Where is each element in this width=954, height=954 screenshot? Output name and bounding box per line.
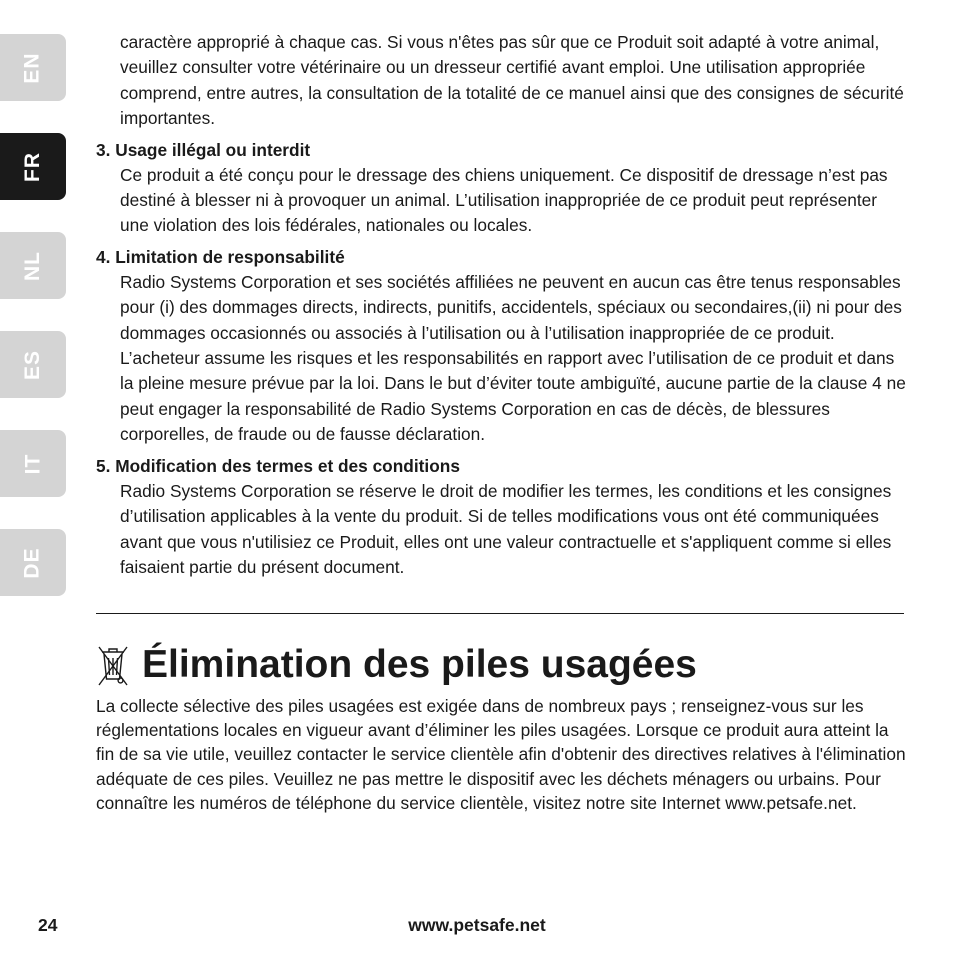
language-tabs <box>0 0 66 954</box>
disposal-section <box>96 694 908 815</box>
section-body-terms: Radio Systems Corporation se réserve le droit de modifier les termes, les conditions et les consignes d’utilisation applicables à la vente du produit. Si de telles modifications vous ont été communiquées avant que vous n'utilisiez ce Produit, elles ont une valeur contractuelle et s'appliquent comme si elles faisaient partie du présent document. <box>120 480 892 577</box>
tab-nl[interactable] <box>0 232 66 299</box>
intro-paragraph: caractère approprié à chaque cas. Si vous n'êtes pas sûr que ce Produit soit adapté à votre animal, veuillez consulter votre vétérinaire ou un dresseur certifié avant emploi. Une utilisation appropriée comprend, entre autres, la consultation de la totalité de ce manuel ainsi que des consignes de sécurité importantes. <box>120 32 904 129</box>
tab-de[interactable] <box>0 529 66 596</box>
section-heading-liability: 4. Limitation de responsabilité <box>96 246 345 267</box>
section-divider <box>96 613 904 614</box>
section-body-illegal-use: Ce produit a été conçu pour le dressage des chiens uniquement. Ce dispositif de dressage n’est pas destiné à blesser ni à provoquer un animal. L’utilisation inappropriée de ce produit peut représenter une violation des lois fédérales, nationales ou locales. <box>120 164 888 236</box>
tab-nl-label: NL <box>21 250 44 281</box>
page-number: 24 <box>38 915 58 935</box>
tab-en[interactable] <box>0 34 66 101</box>
tab-it[interactable] <box>0 430 66 497</box>
crossed-out-wheelie-bin-icon <box>96 643 130 687</box>
footer-website-link[interactable]: www.petsafe.net <box>408 915 546 935</box>
disposal-title: Élimination des piles usagées <box>142 643 697 686</box>
section-heading-illegal-use: 3. Usage illégal ou interdit <box>96 139 311 160</box>
main-content <box>96 30 908 580</box>
tab-es-label: ES <box>20 349 44 380</box>
section-body-liability: Radio Systems Corporation et ses sociétés affiliées ne peuvent en aucun cas être tenus responsables pour (i) des dommages directs, indirects, punitifs, accidentels, spéciaux ou secondaires,(ii) ni pour des dommages occasionnés ou associés à l’utilisation ou à l’utilisation inappropriée de ce produit. L’acheteur assume les risques et les responsabilités en rapport avec l’utilisation de ce produit et dans la pleine mesure prévue par la loi. Dans le but d’éviter toute ambiguïté, aucune partie de la clause 4 ne peut engager la responsabilité de Radio Systems Corporation en cas de décès, de blessures corporelles, de fraude ou de fausse déclaration. <box>120 271 906 445</box>
disposal-title-row <box>96 636 697 694</box>
tab-fr-label: FR <box>21 151 44 182</box>
section-heading-terms: 5. Modification des termes et des conditions <box>96 455 460 476</box>
tab-es[interactable] <box>0 331 66 398</box>
tab-de-label: DE <box>21 546 44 579</box>
tab-en-label: EN <box>21 51 44 84</box>
disposal-body: La collecte sélective des piles usagées est exigée dans de nombreux pays ; renseignez-vous sur les réglementations locales en vigueur avant d’éliminer les piles usagées. Lorsque ce produit aura atteint la fin de sa vie utile, veuillez contacter le service clientèle afin d'obtenir des directives relatives à l'élimination adéquate de ces piles. Veuillez ne pas mettre le dispositif avec les déchets ménagers ou urbains. Pour connaître les numéros de téléphone du service clientèle, visitez notre site Internet www.petsafe.net. <box>96 696 906 813</box>
tab-fr[interactable] <box>0 133 66 200</box>
tab-it-label: IT <box>20 453 44 474</box>
